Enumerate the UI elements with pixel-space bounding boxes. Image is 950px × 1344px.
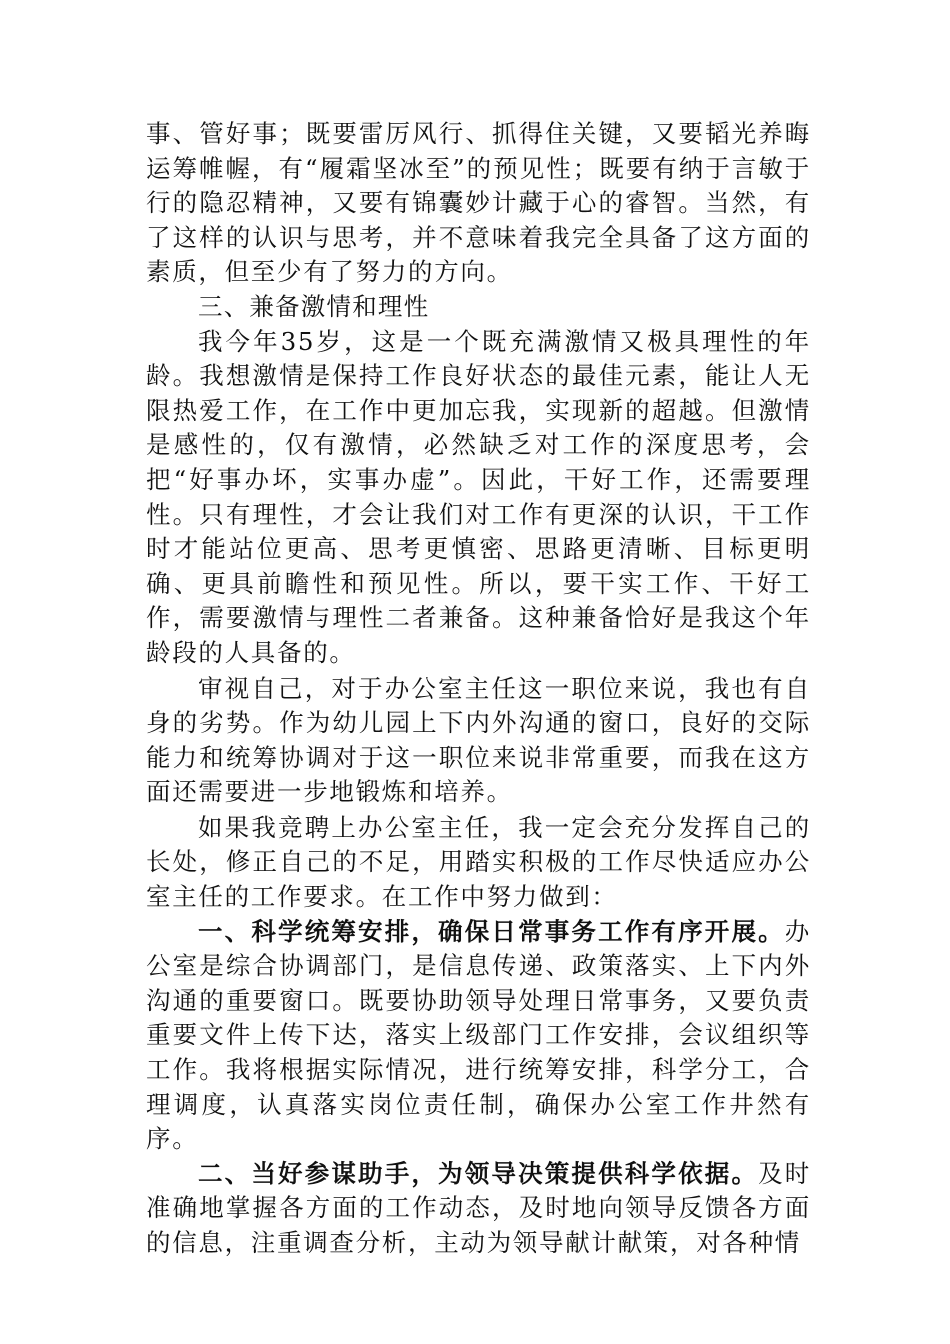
point-1-lead: 一、科学统筹安排，确保日常事务工作有序开展。 bbox=[198, 916, 785, 946]
paragraph-self-review: 审视自己，对于办公室主任这一职位来说，我也有自身的劣势。作为幼儿园上下内外沟通的窗口，良好的交际能力和统筹协调对于这一职位来说非常重要，而我在这方面还需要进一步地锻炼和培养。 bbox=[146, 673, 811, 807]
section-heading-3: 三、兼备激情和理性 bbox=[198, 291, 430, 321]
document-page bbox=[146, 117, 811, 1261]
paragraph-point-1 bbox=[146, 915, 811, 1157]
paragraph-continuation: 事、管好事；既要雷厉风行、抓得住关键，又要韬光养晦运筹帷幄，有“履霜坚冰至”的预见性；既要有纳于言敏于行的隐忍精神，又要有锦囊妙计藏于心的睿智。当然，有了这样的认识与思考，并不意味着我完全具备了这方面的素质，但至少有了努力的方向。 bbox=[146, 119, 811, 287]
point-2-body: 及时准确地掌握各方面的工作动态，及时地向领导反馈各方面的信息，注重调查分析，主动为领导献计献策，对各种情 bbox=[146, 1158, 811, 1257]
paragraph-point-2 bbox=[146, 1157, 811, 1261]
paragraph-age-passion-reason: 我今年35岁，这是一个既充满激情又极具理性的年龄。我想激情是保持工作良好状态的最佳元素，能让人无限热爱工作，在工作中更加忘我，实现新的超越。但激情是感性的，仅有激情，必然缺乏对工作的深度思考，会把“好事办坏，实事办虚”。因此，干好工作，还需要理性。只有理性，才会让我们对工作有更深的认识，干工作时才能站位更高、思考更慎密、思路更清晰、目标更明确、更具前瞻性和预见性。所以，要干实工作、干好工作，需要激情与理性二者兼备。这种兼备恰好是我这个年龄段的人具备的。 bbox=[146, 326, 811, 667]
point-1-body: 办公室是综合协调部门，是信息传递、政策落实、上下内外沟通的重要窗口。既要协助领导处理日常事务，又要负责重要文件上传下达，落实上级部门工作安排，会议组织等工作。我将根据实际情况，进行统筹安排，科学分工，合理调度，认真落实岗位责任制，确保办公室工作井然有序。 bbox=[146, 916, 811, 1154]
point-2-lead: 二、当好参谋助手，为领导决策提供科学依据。 bbox=[198, 1158, 759, 1188]
paragraph-commitment: 如果我竞聘上办公室主任，我一定会充分发挥自己的长处，修正自己的不足，用踏实积极的工作尽快适应办公室主任的工作要求。在工作中努力做到： bbox=[146, 812, 811, 912]
